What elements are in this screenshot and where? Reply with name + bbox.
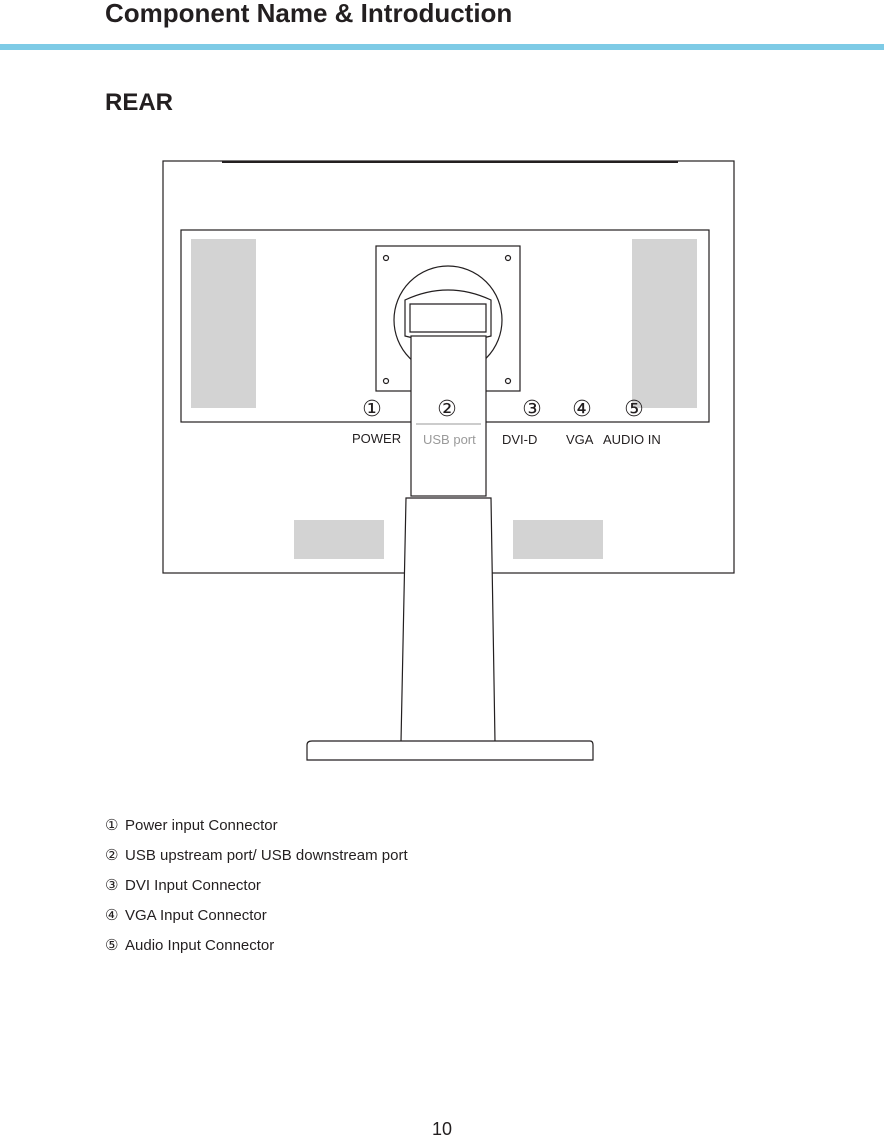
hinge-bracket <box>405 290 491 342</box>
right-vent <box>632 239 697 408</box>
legend-number: ① <box>105 817 119 834</box>
page-number: 10 <box>431 1119 453 1139</box>
legend-item <box>105 905 408 935</box>
bottom-left-pad <box>294 520 384 559</box>
marker-3: ③ <box>522 397 542 422</box>
marker-5: ⑤ <box>624 397 644 422</box>
label-power: POWER <box>352 431 402 446</box>
screw-hole <box>506 256 511 261</box>
bottom-right-pad <box>513 520 603 559</box>
section-title: REAR <box>105 89 174 116</box>
legend-text: DVI Input Connector <box>125 877 261 894</box>
legend-item <box>105 875 408 905</box>
screw-hole <box>506 379 511 384</box>
legend-number: ④ <box>105 907 119 924</box>
legend-text: Power input Connector <box>125 817 278 834</box>
legend-text: USB upstream port/ USB downstream port <box>125 847 408 864</box>
stand-base <box>307 741 593 760</box>
marker-1: ① <box>362 397 382 422</box>
screw-hole <box>384 256 389 261</box>
legend-text: Audio Input Connector <box>125 937 275 954</box>
component-legend <box>105 815 408 965</box>
screw-hole <box>384 379 389 384</box>
legend-item <box>105 935 408 965</box>
label-dvi: DVI-D <box>502 432 538 447</box>
legend-number: ② <box>105 847 119 864</box>
left-vent <box>191 239 256 408</box>
legend-item <box>105 845 408 875</box>
label-audio: AUDIO IN <box>603 432 661 447</box>
marker-2: ② <box>437 397 457 422</box>
marker-4: ④ <box>572 397 592 422</box>
legend-number: ③ <box>105 877 119 894</box>
label-vga: VGA <box>566 432 594 447</box>
legend-item <box>105 815 408 845</box>
page-title: Component Name & Introduction <box>105 0 513 28</box>
legend-text: VGA Input Connector <box>125 907 267 924</box>
stand-lower-column <box>401 498 495 742</box>
legend-number: ⑤ <box>105 937 119 954</box>
label-usb: USB port <box>423 432 476 447</box>
